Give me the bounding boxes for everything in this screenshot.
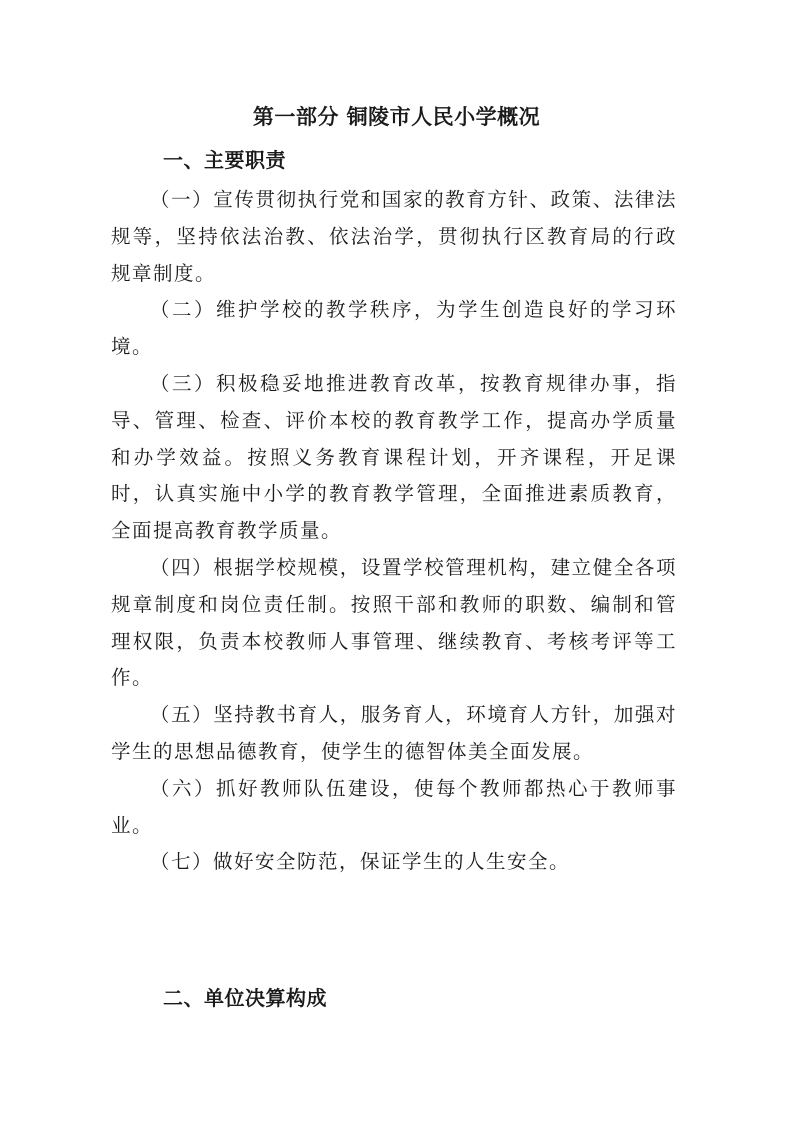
paragraph-duty-4: （四）根据学校规模，设置学校管理机构，建立健全各项规章制度和岗位责任制。按照干部和教师的职数、编制和管理权限，负责本校教师人事管理、继续教育、考核考评等工作。 <box>111 555 677 690</box>
paragraph-duty-2: （二）维护学校的教学秩序，为学生创造良好的学习环境。 <box>111 298 677 359</box>
section-heading-unit-composition: 二、单位决算构成 <box>163 986 327 1010</box>
paragraph-duty-5: （五）坚持教书育人，服务育人，环境育人方针，加强对学生的思想品德教育，使学生的德智体美全面发展。 <box>111 703 677 763</box>
paragraph-duty-7: （七）做好安全防范，保证学生的人生安全。 <box>150 850 571 874</box>
paragraph-duty-6: （六）抓好教师队伍建设，使每个教师都热心于教师事业。 <box>111 776 677 837</box>
paragraph-duty-1: （一）宣传贯彻执行党和国家的教育方针、政策、法律法规等，坚持依法治教、依法治学，贯彻执行区教育局的行政规章制度。 <box>111 188 677 285</box>
section-body-main-duties <box>111 182 677 881</box>
section-heading-main-duties: 一、主要职责 <box>163 148 286 172</box>
page-title: 第一部分 铜陵市人民小学概况 <box>252 105 541 129</box>
paragraph-duty-3: （三）积极稳妥地推进教育改革，按教育规律办事，指导、管理、检查、评价本校的教育教学工作，提高办学质量和办学效益。按照义务教育课程计划，开齐课程，开足课时，认真实施中小学的教育教学管理，全面推进素质教育，全面提高教育教学质量。 <box>111 371 677 543</box>
